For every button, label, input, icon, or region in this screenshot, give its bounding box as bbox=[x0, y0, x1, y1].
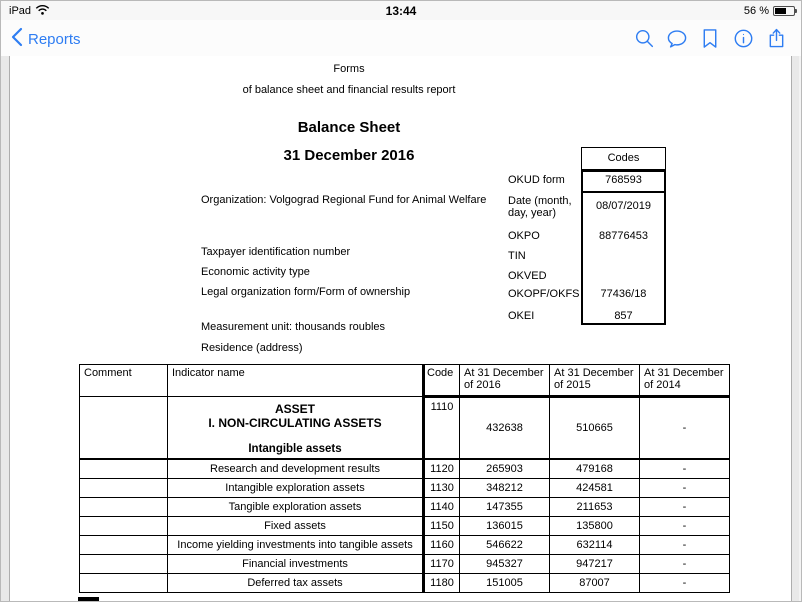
code-cell: 1110 bbox=[424, 397, 460, 459]
share-icon[interactable] bbox=[765, 27, 787, 49]
section-line-intangible: Intangible assets bbox=[248, 443, 342, 456]
value-2014-cell: - bbox=[640, 573, 730, 592]
value-2015-cell: 135800 bbox=[550, 516, 640, 535]
value-2016-cell: 265903 bbox=[460, 459, 550, 479]
nav-bar bbox=[1, 20, 801, 56]
value-2015-cell: 510665 bbox=[550, 397, 640, 459]
value-2015-cell: 479168 bbox=[550, 459, 640, 479]
page-title: Balance Sheet bbox=[297, 119, 401, 136]
okopf-label: OKOPF/OKFS bbox=[508, 288, 580, 300]
table-row bbox=[80, 516, 730, 535]
col-header-2015: At 31 December of 2015 bbox=[550, 365, 640, 397]
balance-sheet-table bbox=[79, 364, 730, 593]
code-cell: 1170 bbox=[424, 554, 460, 573]
indicator-cell: Income yielding investments into tangible assets bbox=[168, 535, 424, 554]
code-cell: 1150 bbox=[424, 516, 460, 535]
comment-icon[interactable] bbox=[666, 27, 688, 49]
form-heading-line1: Forms bbox=[333, 63, 365, 75]
okpo-label: OKPO bbox=[508, 230, 540, 242]
residence-line: Residence (address) bbox=[201, 342, 303, 354]
document-page bbox=[11, 56, 790, 601]
back-chevron-icon bbox=[11, 27, 23, 51]
activity-line: Economic activity type bbox=[201, 266, 310, 278]
organization-line: Organization: Volgograd Regional Fund for Animal Welfare bbox=[201, 194, 487, 206]
col-header-indicator: Indicator name bbox=[168, 365, 424, 397]
date-value: 08/07/2019 bbox=[595, 200, 652, 212]
legal-form-line: Legal organization form/Form of ownership bbox=[201, 286, 411, 298]
document-viewer[interactable] bbox=[1, 56, 801, 601]
table-row bbox=[80, 459, 730, 479]
col-header-2014: At 31 December of 2014 bbox=[640, 365, 730, 397]
value-2014-cell: - bbox=[640, 535, 730, 554]
okopf-value: 77436/18 bbox=[600, 288, 647, 300]
comment-cell bbox=[80, 459, 168, 479]
code-cell: 1130 bbox=[424, 478, 460, 497]
comment-cell bbox=[80, 497, 168, 516]
device-label: iPad bbox=[9, 4, 32, 17]
value-2015-cell: 632114 bbox=[550, 535, 640, 554]
date-label: Date (month, day, year) bbox=[508, 195, 572, 219]
code-cell: 1180 bbox=[424, 573, 460, 592]
table-row bbox=[80, 535, 730, 554]
okpo-value: 88776453 bbox=[599, 230, 648, 242]
codes-box-header: Codes bbox=[581, 147, 666, 170]
next-row-border-fragment bbox=[78, 597, 99, 601]
comment-cell bbox=[80, 397, 168, 459]
tin-label: TIN bbox=[508, 250, 526, 262]
section-line-noncirculating: I. NON-CIRCULATING ASSETS bbox=[208, 416, 382, 431]
value-2015-cell: 424581 bbox=[550, 478, 640, 497]
table-row bbox=[80, 573, 730, 592]
code-cell: 1160 bbox=[424, 535, 460, 554]
indicator-cell: Tangible exploration assets bbox=[168, 497, 424, 516]
indicator-cell: Deferred tax assets bbox=[168, 573, 424, 592]
status-bar bbox=[1, 1, 801, 20]
value-2015-cell: 947217 bbox=[550, 554, 640, 573]
bookmark-icon[interactable] bbox=[699, 27, 721, 49]
value-2014-cell: - bbox=[640, 478, 730, 497]
comment-cell bbox=[80, 554, 168, 573]
back-button[interactable] bbox=[11, 27, 81, 51]
indicator-cell: Financial investments bbox=[168, 554, 424, 573]
indicator-cell: Fixed assets bbox=[168, 516, 424, 535]
comment-cell bbox=[80, 478, 168, 497]
value-2014-cell: - bbox=[640, 397, 730, 459]
taxpayer-line: Taxpayer identification number bbox=[201, 246, 351, 258]
measurement-line: Measurement unit: thousands roubles bbox=[201, 321, 386, 333]
battery-percent: 56 % bbox=[743, 4, 769, 17]
okud-value: 768593 bbox=[605, 174, 642, 186]
okei-value: 857 bbox=[614, 310, 633, 322]
section-title-cell bbox=[168, 397, 424, 459]
value-2016-cell: 348212 bbox=[460, 478, 550, 497]
value-2016-cell: 151005 bbox=[460, 573, 550, 592]
value-2014-cell: - bbox=[640, 459, 730, 479]
comment-cell bbox=[80, 535, 168, 554]
value-2015-cell: 87007 bbox=[550, 573, 640, 592]
okei-label: OKEI bbox=[508, 310, 535, 322]
value-2014-cell: - bbox=[640, 497, 730, 516]
viewer-left-margin bbox=[1, 56, 10, 601]
nav-actions bbox=[633, 27, 787, 49]
back-label: Reports bbox=[28, 30, 81, 48]
viewer-right-margin bbox=[791, 56, 801, 601]
clock: 13:44 bbox=[385, 3, 417, 18]
col-header-code: Code bbox=[424, 365, 460, 397]
search-icon[interactable] bbox=[633, 27, 655, 49]
value-2016-cell: 432638 bbox=[460, 397, 550, 459]
table-header-row bbox=[80, 365, 730, 397]
col-header-comment: Comment bbox=[80, 365, 168, 397]
value-2015-cell: 211653 bbox=[550, 497, 640, 516]
code-cell: 1120 bbox=[424, 459, 460, 479]
okud-label: OKUD form bbox=[508, 174, 565, 186]
comment-cell bbox=[80, 516, 168, 535]
indicator-cell: Research and development results bbox=[168, 459, 424, 479]
value-2016-cell: 136015 bbox=[460, 516, 550, 535]
value-2014-cell: - bbox=[640, 554, 730, 573]
value-2014-cell: - bbox=[640, 516, 730, 535]
value-2016-cell: 546622 bbox=[460, 535, 550, 554]
info-icon[interactable] bbox=[732, 27, 754, 49]
okved-label: OKVED bbox=[508, 270, 547, 282]
value-2016-cell: 945327 bbox=[460, 554, 550, 573]
table-row bbox=[80, 397, 730, 459]
page-date-title: 31 December 2016 bbox=[283, 147, 415, 164]
col-header-2016: At 31 December of 2016 bbox=[460, 365, 550, 397]
indicator-cell: Intangible exploration assets bbox=[168, 478, 424, 497]
value-2016-cell: 147355 bbox=[460, 497, 550, 516]
table-row bbox=[80, 554, 730, 573]
codes-box-divider bbox=[581, 191, 666, 193]
table-row bbox=[80, 497, 730, 516]
table-row bbox=[80, 478, 730, 497]
comment-cell bbox=[80, 573, 168, 592]
codes-box bbox=[581, 170, 666, 325]
battery-icon bbox=[773, 6, 795, 16]
section-line-asset: ASSET bbox=[274, 402, 315, 417]
form-heading-line2: of balance sheet and financial results report bbox=[242, 84, 456, 96]
code-cell: 1140 bbox=[424, 497, 460, 516]
